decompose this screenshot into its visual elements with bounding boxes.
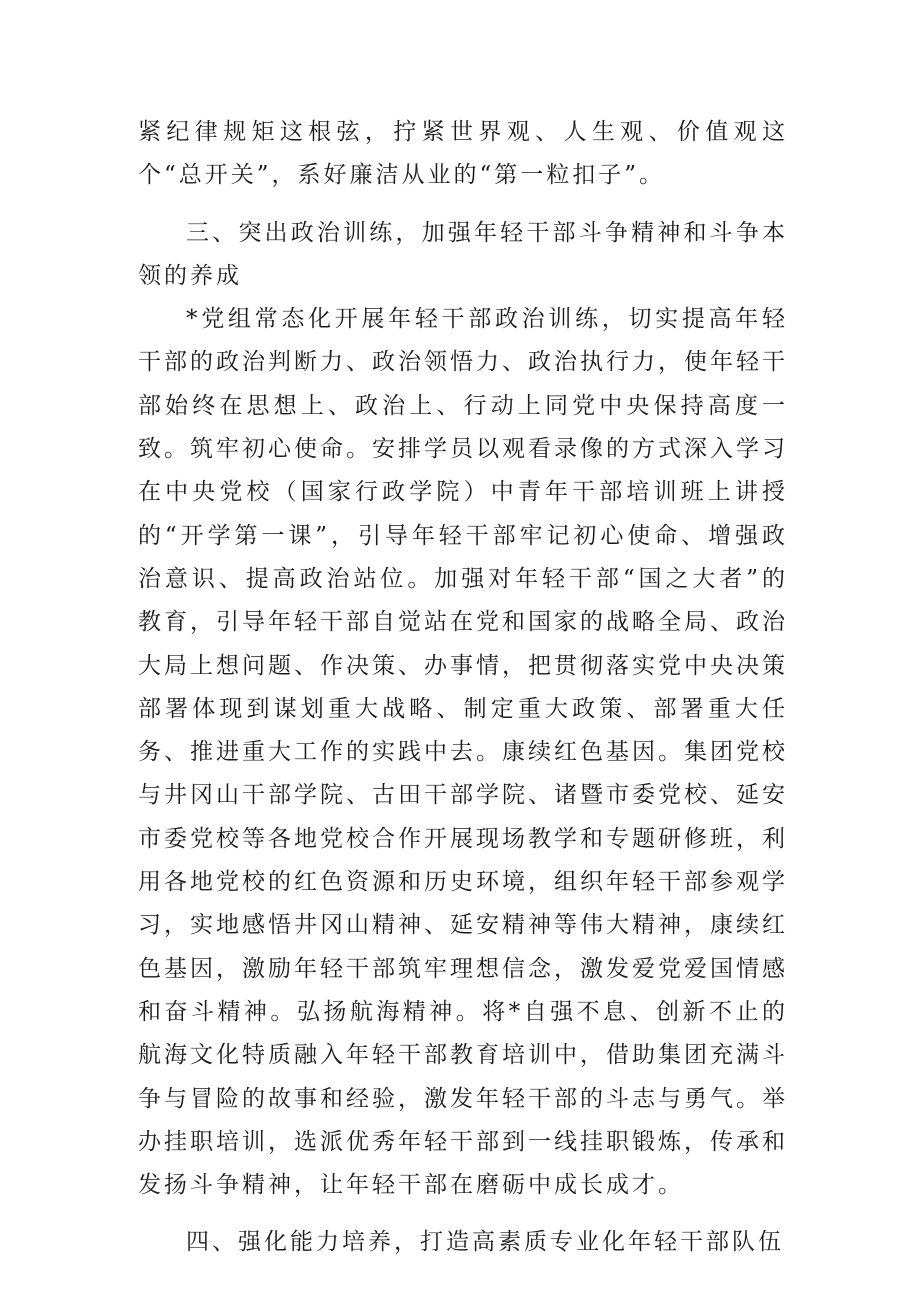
section-heading-4: 四、强化能力培养，打造高素质专业化年轻干部队伍 <box>186 1229 784 1256</box>
section-heading-3: 三、突出政治训练，加强年轻干部斗争精神和斗争本领的养成 <box>138 219 788 289</box>
document-body <box>138 111 788 1265</box>
paragraph-continued: 紧纪律规矩这根弦，拧紧世界观、人生观、价值观这个“总开关”，系好廉洁从业的“第一粒扣子”。 <box>138 119 788 189</box>
paragraph-political-training: *党组常态化开展年轻干部政治训练，切实提高年轻干部的政治判断力、政治领悟力、政治执行力，使年轻干部始终在思想上、政治上、行动上同党中央保持高度一致。筑牢初心使命。安排学员以观看录像的方式深入学习在中央党校（国家行政学院）中青年干部培训班上讲授的“开学第一课”，引导年轻干部牢记初心使命、增强政治意识、提高政治站位。加强对年轻干部“国之大者”的教育，引导年轻干部自觉站在党和国家的战略全局、政治大局上想问题、作决策、办事情，把贯彻落实党中央决策部署体现到谋划重大战略、制定重大政策、部署重大任务、推进重大工作的实践中去。康续红色基因。集团党校与井冈山干部学院、古田干部学院、诸暨市委党校、延安市委党校等各地党校合作开展现场教学和专题研修班，利用各地党校的红色资源和历史环境，组织年轻干部参观学习，实地感悟井冈山精神、延安精神等伟大精神，康续红色基因，激励年轻干部筑牢理想信念，激发爱党爱国情感和奋斗精神。弘扬航海精神。将*自强不息、创新不止的航海文化特质融入年轻干部教育培训中，借助集团充满斗争与冒险的故事和经验，激发年轻干部的斗志与勇气。举办挂职培训，选派优秀年轻干部到一线挂职锻炼，传承和发扬斗争精神，让年轻干部在磨砺中成长成才。 <box>138 306 788 1199</box>
